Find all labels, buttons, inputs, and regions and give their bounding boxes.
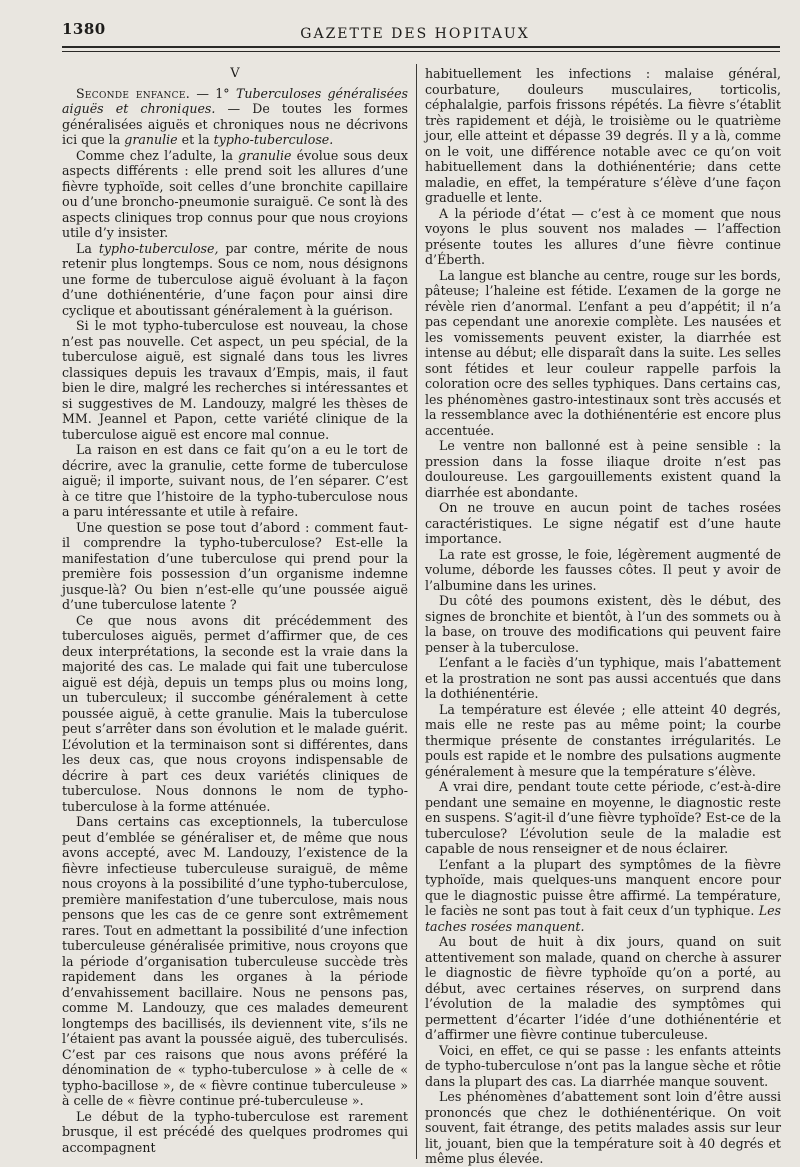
text-run: évolue sous deux aspects différents : elle prend soit les allures d’une fièvre typhoïde, soit celles d’une bronchite capillaire ou d’une broncho-pneumonie suraiguë. Ce sont là des aspects cliniques trop connus pour que nous croyions utile d’y insister. — [62, 147, 408, 240]
paragraph: Voici, en effet, ce qui se passe : les enfants atteints de typho-tuberculose n’ont pas la langue sèche et rôtie dans la plupart des cas. La diarrhée manque souvent. — [425, 1042, 781, 1089]
emphasis: typho-tuberculose, — [98, 240, 219, 256]
text-run: La — [76, 240, 99, 256]
paragraph: La rate est grosse, le foie, légèrement augmenté de volume, déborde les fausses côtes. Il peut y avoir de l’albumine dans les urines. — [425, 546, 781, 593]
paragraph: Les phénomènes d’abattement sont loin d’être aussi prononcés que chez le dothiénentérique. On voit souvent, fait étrange, des petits malades assis sur leur lit, jouant, bien que la température soit à 40 degrés et même plus élevée. — [425, 1089, 781, 1166]
header-rule-thin — [62, 51, 780, 52]
paragraph: Si le mot typho-tuberculose est nouveau, la chose n’est pas nouvelle. Cet aspect, un peu spécial, de la tuberculose aiguë, est signalé dans tous les livres classiques depuis les travaux d’Empis, mais, il faut bien le dire, malgré les recherches si intéressantes et si suggestives de M. Landouzy, malgré les thèses de MM. Jeannel et Papon, cette variété clinique de la tuberculose aiguë est encore mal connue. — [62, 318, 408, 442]
paragraph: La raison en est dans ce fait qu’on a eu le tort de décrire, avec la granulie, cette forme de tuberculose aiguë; il importe, suivant nous, de l’en séparer. C’est à ce titre que l’histoire de la typho-tuberculose nous a paru intéressante et utile à refaire. — [62, 442, 408, 519]
subsection-title: Tuberculoses généralisées aiguës et chroniques. — [62, 85, 408, 116]
paragraph: Au bout de huit à dix jours, quand on suit attentivement son malade, quand on cherche à assurer le diagnostic de fièvre typhoïde qu’on a porté, au début, avec certaines réserves, on surprend dans l’évolution de la maladie des symptômes qui permettent d’écarter l’idée d’une dothiénentérie et d’affirmer une fièvre continue tuberculeuse. — [425, 934, 781, 1042]
paragraph — [62, 148, 408, 241]
emphasis: Les taches rosées manquent. — [425, 903, 781, 934]
page-header — [0, 0, 800, 64]
emphasis: typho-tuberculose. — [213, 132, 334, 147]
left-column — [62, 66, 408, 1156]
section-lead: Seconde enfance. — [76, 85, 191, 101]
paragraph — [62, 86, 408, 148]
paragraph: Le ventre non ballonné est à peine sensible : la pression dans la fosse iliaque droite n’est pas douloureuse. Les gargouillements existent quand la diarrhée est abondante. — [425, 438, 781, 500]
text-run: et la — [177, 132, 214, 147]
header-rule-thick — [62, 46, 780, 48]
section-number: V — [230, 66, 240, 81]
right-column — [425, 66, 781, 1166]
emphasis: granulie — [124, 132, 178, 147]
text-run: — De toutes les formes généralisées aiguës et chroniques nous ne décrivons ici que la — [62, 101, 408, 147]
column-divider — [416, 64, 417, 1159]
paragraph: La température est élevée ; elle atteint 40 degrés, mais elle ne reste pas au même point; la courbe thermique présente de constantes irrégularités. Le pouls est rapide et le nombre des pulsations augmente généralement à mesure que la température s’élève. — [425, 701, 781, 779]
paragraph: La langue est blanche au centre, rouge sur les bords, pâteuse; l’haleine est fétide. L’examen de la gorge ne révèle rien d’anormal. L’enfant a peu d’appétit; il n’a pas cependant une anorexie complète. Les nausées et les vomissements peuvent exister, la diarrhée est intense au début; elle disparaît dans la suite. Les selles sont fétides et leur couleur rappelle parfois la coloration ocre des selles typhiques. Dans certains cas, les phénomènes gastro-intestinaux sont très accusés et la ressemblance avec la dothiénentérie est encore plus accentuée. — [425, 267, 781, 438]
paragraph: L’enfant a le faciès d’un typhique, mais l’abattement et la prostration ne sont pas aussi accentués que dans la dothiénentérie. — [425, 655, 781, 701]
paragraph: Ce que nous avons dit précédemment des tuberculoses aiguës, permet d’affirmer que, de ces deux interprétations, la seconde est la vraie dans la majorité des cas. Le malade qui fait une tuberculose aiguë est déjà, depuis un temps plus ou moins long, un tuberculeux; il succombe généralement à cette poussée aiguë, à cette granulie. Mais la tuberculose peut s’arrêter dans son évolution et le malade guérit. L’évolution et la terminaison sont si différentes, dans les deux cas, que nous croyons indispensable de décrire à part ces deux variétés cliniques de tuberculose. Nous donnons le nom de typho-tuberculose à la forme atténuée. — [62, 612, 408, 814]
paragraph: Le début de la typho-tuberculose est rarement brusque, il est précédé des quelques prodromes qui accompagnent — [62, 1108, 408, 1155]
paragraph: Une question se pose tout d’abord : comment faut-il comprendre la typho-tuberculose? Est-elle la manifestation d’une tuberculose qui prend pour la première fois possession d’un organisme indemne jusque-là? Ou bien n’est-elle qu’une poussée aiguë d’une tuberculose latente ? — [62, 519, 408, 612]
paragraph: A vrai dire, pendant toute cette période, c’est-à-dire pendant une semaine en moyenne, le diagnostic reste en suspens. S’agit-il d’une fièvre typhoïde? Est-ce de la tuberculose? L’évolution seule de la maladie est capable de nous renseigner et de nous éclairer. — [425, 779, 781, 856]
text-run: Comme chez l’adulte, la — [76, 147, 239, 163]
paragraph: habituellement les infections : malaise général, courbature, douleurs musculaires, torticolis, céphalalgie, parfois frissons répétés. La fièvre s’établit très rapidement et déjà, le troisième ou le quatrième jour, elle atteint et dépasse 39 degrés. Il y a là, comme on le voit, une différence notable avec ce qu’on voit habituellement dans la dothiénentérie; dans cette maladie, en effet, la température s’élève d’une façon graduelle et lente. — [425, 66, 781, 205]
emphasis: granulie — [238, 147, 292, 163]
paragraph: On ne trouve en aucun point de taches rosées caractéristiques. Le signe négatif est d’une haute importance. — [425, 500, 781, 546]
text-run: par contre, mérite de nous retenir plus longtemps. Sous ce nom, nous désignons une forme de tuberculose aiguë évoluant à la façon d’une dothiénentérie, d’une façon pour ainsi dire cyclique et aboutissant généralement à la guérison. — [62, 240, 408, 318]
text-run: L’enfant a la plupart des symptômes de la fièvre typhoïde, mais quelques-uns manquent encore pour que le diagnostic puisse être affirmé. La température, le faciès ne sont pas tout à fait ceux d’un typhique. — [425, 856, 781, 918]
paragraph: Du côté des poumons existent, dès le début, des signes de bronchite et bientôt, à l’un des sommets ou à la base, on trouve des modifications qui peuvent faire penser à la tuberculose. — [425, 593, 781, 655]
paragraph — [62, 241, 408, 319]
text-run: — 1° — [190, 85, 236, 101]
paragraph: A la période d’état — c’est à ce moment que nous voyons le plus souvent nos malades — l’affection présente toutes les allures d’une fièvre continue d’Éberth. — [425, 205, 781, 267]
paragraph — [425, 857, 781, 935]
paragraph: Dans certains cas exceptionnels, la tuberculose peut d’emblée se généraliser et, de même que nous avons accepté, avec M. Landouzy, l’existence de la fièvre infectieuse tuberculeuse suraiguë, de même nous croyons à la possibilité d’une typho-tuberculose, première manifestation d’une tuberculose, mais nous pensons que les cas de ce genre sont extrêmement rares. Tout en admettant la possibilité d’une infection tuberculeuse généralisée primitive, nous croyons que la période d’organisation tuberculeuse succède très rapidement dans les organes à la période d’envahissement bacillaire. Nous ne pensons pas, comme M. Landouzy, que ces malades demeurent longtemps des bacillisés, ils deviennent vite, s’ils ne l’étaient pas avant la poussée aiguë, des tuberculisés. C’est par ces raisons que nous avons préféré la dénomination de « typho-tuberculose » à celle de « typho-bacillose », de « fièvre continue tuberculeuse » à celle de « fièvre continue pré-tuberculeuse ». — [62, 814, 408, 1108]
journal-title: GAZETTE DES HOPITAUX — [300, 26, 530, 42]
page-number: 1380 — [62, 20, 106, 38]
